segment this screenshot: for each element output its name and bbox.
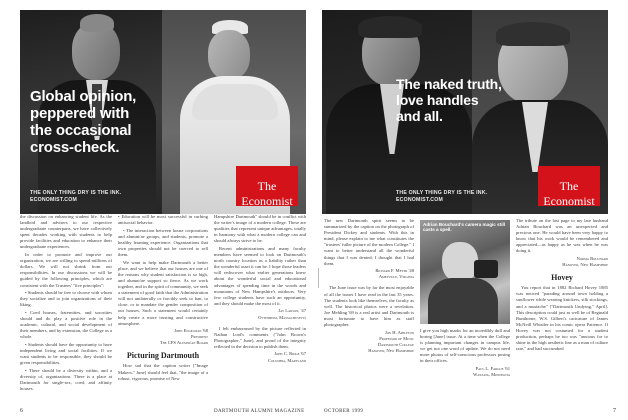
letter-paragraph: Hampshire Dartmouth" should be in conflict with the writer's image of a modern college. These are qualities that represent unique advantages, totally in harmony with what a modern college can and should always strive to be. — [214, 214, 306, 244]
letter-paragraph: Recent administrations and many faculty members have seemed to look on Dartmouth's north country location as a liability rather than the wonderful asset it can be. I hope those leaders will rediscover what earlier generations knew about the wonderful social and educational advantages of spending time in the woods and mountains of New Hampshire's outdoors. Very few college students have such an opportunity, and they should make the most of it. — [214, 245, 306, 306]
ad-tagline-line: THE ONLY THING DRY IS THE INK. — [396, 190, 488, 196]
economist-logo — [236, 166, 298, 206]
signature-line: Hanover, New Hampshire — [368, 347, 414, 353]
ad-headline-line: the occasional — [30, 122, 132, 139]
signature-name: John C. Ridge '67 — [274, 351, 306, 357]
ad-tagline-line: THE ONLY THING DRY IS THE INK. — [30, 190, 122, 196]
letters-column-3 — [516, 218, 608, 354]
signature-line: Ottenheim, Massachusetts — [258, 314, 306, 320]
letter-paragraph: • Students should have the opportunity to have independent living and social facilities. If we want students to be responsible, they should be given responsibilities. — [20, 341, 112, 366]
letter-paragraph: • Coed houses, fraternities, and sororities should and do play a positive role in the academic, cultural, and social development of their members, and by extension, the College as a whole. — [20, 309, 112, 340]
letter-paragraph: • Students should be free to choose with whom they socialize and to join organizations of their liking. — [20, 290, 112, 308]
letter-signature — [214, 308, 306, 320]
signature-line: President — [190, 334, 208, 340]
ad-headline — [396, 76, 502, 124]
letter-signature — [516, 256, 608, 268]
signature-line: The CFS Alumni/ae Board — [159, 340, 208, 346]
signature-name: Norma Bouchard — [576, 256, 608, 262]
letters-column-1 — [20, 214, 112, 394]
ad-tagline — [30, 190, 121, 204]
signature-name: Paul L. Fargue '61 — [475, 366, 510, 372]
letter-signature — [324, 268, 414, 280]
economist-ad-left — [20, 10, 306, 214]
signature-line: Hanover, New Hampshire — [562, 262, 608, 268]
letters-column-2 — [420, 328, 510, 383]
letter-signature — [324, 330, 414, 354]
signature-line: Professor of Music — [379, 335, 414, 341]
signature-line: Dartmouth College — [377, 341, 414, 347]
inset-photo-camera — [420, 220, 510, 324]
ad-tagline-line: ECONOMIST.COM — [30, 197, 77, 203]
economist-ad-right — [322, 10, 608, 214]
letter-signature — [214, 351, 306, 363]
signature-line: Columbia, Maryland — [268, 357, 306, 363]
letter-signature — [420, 366, 510, 378]
signature-name: Jon H. Appleton — [384, 329, 414, 335]
economist-logo-text: The Economist — [543, 179, 595, 208]
signature-name: Richard F. Meyer '48 — [375, 268, 414, 274]
page-number: 6 — [20, 408, 23, 414]
ad-tagline — [396, 190, 487, 204]
economist-logo-text: The Economist — [241, 179, 293, 208]
letters-column-2 — [118, 214, 208, 383]
letter-signature — [118, 328, 208, 346]
right-page — [314, 0, 628, 420]
letter-paragraph: How sad that the caption writer ["Image Makers," June] should feel that, "the image of a robust, vigorous, promise of New — [118, 363, 208, 381]
page-number: 7 — [613, 408, 616, 414]
ad-headline-line: cross-check. — [30, 139, 120, 156]
ad-headline-line: and all. — [396, 108, 443, 124]
letter-paragraph: I felt embarrassed by the picture reflected in Nathan Lord's comments ("John Brown's Photographer," June), and proud of the integrity reflected in the decision to publish them. — [214, 325, 306, 349]
letter-paragraph: The new Dartmouth spirit seems to be summarized by the caption on the photograph of President Dickey and students. With this in mind, please explain to me what constitutes the "trustees' fuller picture of the modern College." I want to better understand all the wonderful things that I was denied; I thought that I had them. — [324, 218, 414, 266]
ad-headline-line: The naked truth, — [396, 76, 502, 92]
signature-line: Wayzata, Minnesota — [473, 372, 510, 378]
ad-tagline-line: ECONOMIST.COM — [396, 197, 443, 203]
letter-paragraph: • There should be a diversity within, and a diversity of, organizations. There is a place at Dartmouth for single-sex, coed, and affinity houses. — [20, 367, 112, 392]
page-footer: DARTMOUTH ALUMNI MAGAZINE — [214, 409, 305, 414]
section-heading: Hovey — [551, 273, 573, 283]
letter-paragraph: You report that in 1882 Richard Hovey 1885 was noticed "parading around town holding a sunflower while wearing knickers, silk stockings, and a mustache" ["Dartmouth Undying," April]. This description could just as well be of Reginald Bunthorne, W.S. Gilbert's caricature of James McNeill Whistler in his comic opera Patience. If Hovey was not costumed for a student production, perhaps he too was "anxious for to shine in the high aesthetic line as a man of culture rare," and had succumbed — [516, 285, 608, 352]
signature-name: Jay Larson, '47 — [278, 308, 306, 314]
letter-paragraph: In order to promote and improve our organization, we are willing to spend millions of dollars. We will not shrink from our responsibilities. In our discussions we will be guided by the following principles, which are consistent with the Trustees' "five principles": — [20, 252, 112, 288]
letter-paragraph: • The interaction between house corporations and alumni/ae groups, and students, promote a healthy learning experience. Organizations that own properties should not be coerced to sell them. — [118, 227, 208, 258]
letter-paragraph: I give you high marks for an incredibly dull and boring [June] issue. At a time when the College is planning important changes in campus life, we get not one word of update. We do not need more photos of self-conscious professors posing in their offices. — [420, 328, 510, 364]
letters-column-1 — [324, 218, 414, 359]
letters-column-3 — [214, 214, 306, 369]
gutter-mark — [318, 268, 319, 288]
page-footer: OCTOBER 1999 — [324, 409, 364, 414]
letter-paragraph: • Education will be most successful in curbing antisocial behavior. — [118, 214, 208, 226]
ad-headline-line: love handles — [396, 92, 479, 108]
letter-paragraph: The tribute on the last page to my late husband Adrian Bouchard was an unexpected and precious one. He would have been very happy to know that his work would be remembered and appreciated—as happy as he was when he was doing it. — [516, 218, 608, 254]
signature-name: John Engelman '68 — [174, 328, 208, 334]
ad-headline-line: Global opinion, — [30, 88, 137, 105]
economist-logo — [538, 166, 600, 206]
section-heading: Picturing Dartmouth — [126, 351, 200, 361]
signature-line: Amesville, Virginia — [378, 274, 414, 280]
ad-headline — [30, 88, 136, 156]
letter-paragraph: the discussion on enhancing student life. As the landlord and advisers to our respective undergraduate counterparts, we have collectively spent decades working with students to help provide facilities and education to enhance their undergraduate experiences. — [20, 214, 112, 250]
ad-headline-line: peppered with — [30, 105, 130, 122]
letter-paragraph: The June issue was by far the most enjoyable of all the issues I have read in the last 35 years. The students look like themselves, the faculty as well. The historical photos were a revelation. Joe Mehling '69 is a real artist and Dartmouth is most fortunate to have him as staff photographer. — [324, 285, 414, 327]
letter-paragraph: We want to help make Dartmouth a better place, and we believe that our houses are one of the reasons why student satisfaction is so high, and alumni/ae support so fierce. As we work together, and in the spirit of community, we seek a statement of good faith that the Administration will not unilaterally or forcibly seek to ban, to close, or to mandate the gender composition of our houses. Such a statement would certainly help create a more trusting and constructive atmosphere. — [118, 259, 208, 326]
inset-photo-caption: Adrian Bouchard's camera magic still casts a spell. — [423, 222, 506, 233]
